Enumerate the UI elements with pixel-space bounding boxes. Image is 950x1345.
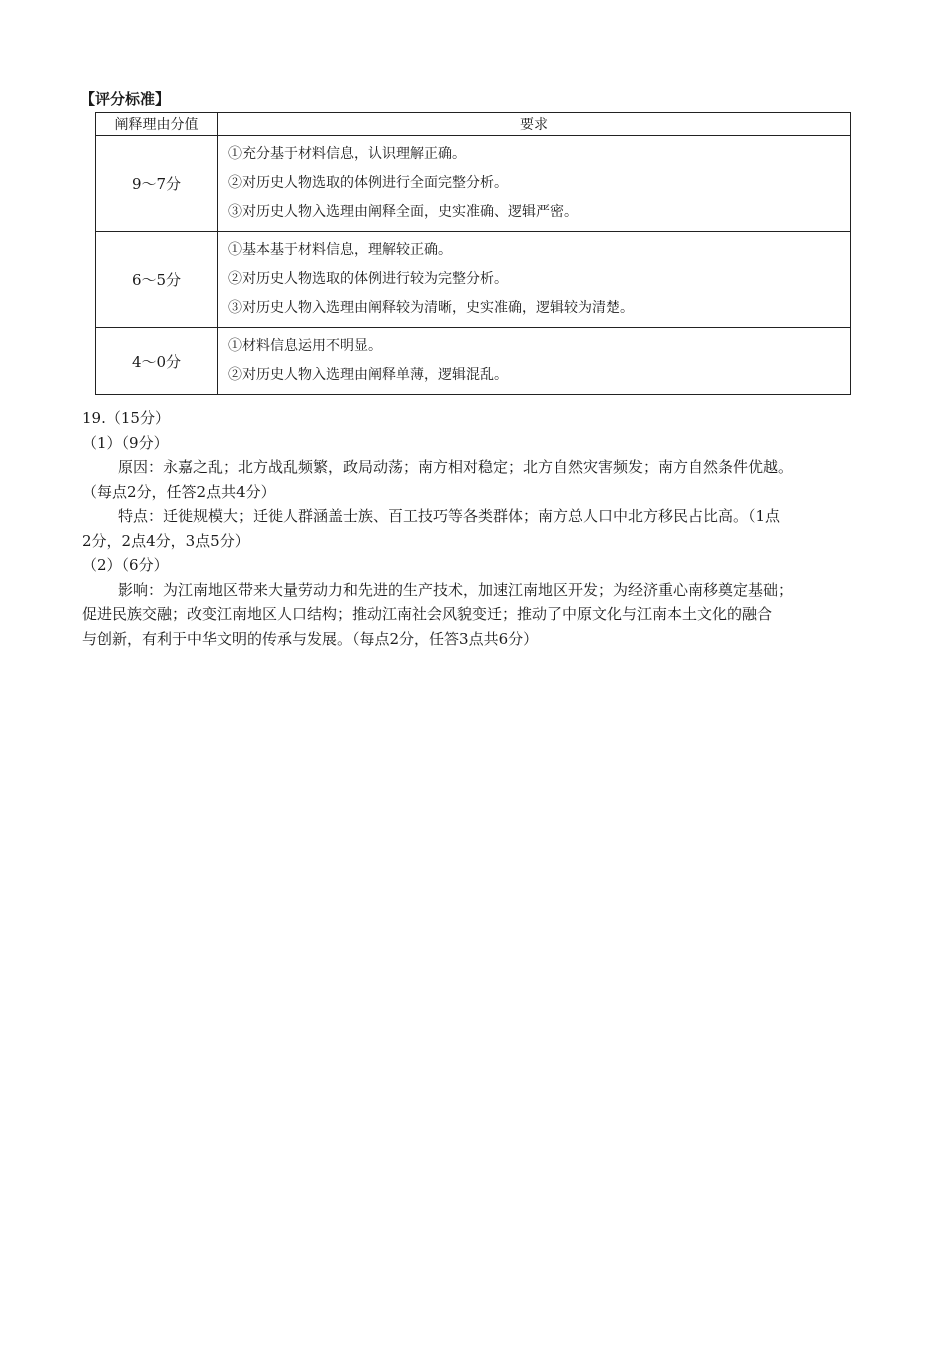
requirement-item: ①充分基于材料信息，认识理解正确。 [228,146,466,162]
part1-label: （1）（9分） [82,433,169,452]
score-cell: 9～7分 [96,136,218,232]
requirements-cell [218,136,851,232]
score-cell: 4～0分 [96,328,218,395]
requirement-item: ②对历史人物选取的体例进行较为完整分析。 [228,271,508,287]
reasons-text: 原因：永嘉之乱；北方战乱频繁，政局动荡；南方相对稳定；北方自然灾害频发；南方自然条件优越。 [118,458,794,476]
requirement-item: ③对历史人物入选理由阐释全面，史实准确、逻辑严密。 [228,204,578,220]
header-requirements: 要求 [218,113,851,136]
question-number: 19.（15分） [82,409,170,427]
rubric-table [95,112,851,395]
impact-scoring: 与创新，有利于中华文明的传承与发展。（每点2分，任答3点共6分） [82,629,539,648]
table-row [96,136,851,232]
features-text: 特点：迁徙规模大；迁徙人群涵盖士族、百工技巧等各类群体；南方总人口中北方移民占比高。（1点 [118,507,781,525]
header-score: 阐释理由分值 [96,113,218,136]
requirement-item: ①材料信息运用不明显。 [228,338,382,354]
rubric-heading: 【评分标准】 [80,90,171,108]
answer-section [82,406,868,651]
requirements-cell [218,232,851,328]
requirements-cell [218,328,851,395]
requirement-item: ①基本基于材料信息，理解较正确。 [228,242,452,258]
features-scoring: 2分，2点4分，3点5分） [82,531,250,550]
score-cell: 6～5分 [96,232,218,328]
table-row [96,232,851,328]
requirement-item: ②对历史人物选取的体例进行全面完整分析。 [228,175,508,191]
table-header-row [96,113,851,136]
requirement-item: ③对历史人物入选理由阐释较为清晰，史实准确，逻辑较为清楚。 [228,300,634,316]
table-row [96,328,851,395]
part2-label: （2）（6分） [82,556,169,574]
reasons-scoring: （每点2分，任答2点共4分） [82,482,276,501]
requirement-item: ②对历史人物入选理由阐释单薄，逻辑混乱。 [228,367,508,383]
impact-text: 影响：为江南地区带来大量劳动力和先进的生产技术，加速江南地区开发；为经济重心南移奠定基础； [118,580,794,599]
impact-text-continued: 促进民族交融；改变江南地区人口结构；推动江南社会风貌变迁；推动了中原文化与江南本土文化的融合 [82,605,773,623]
